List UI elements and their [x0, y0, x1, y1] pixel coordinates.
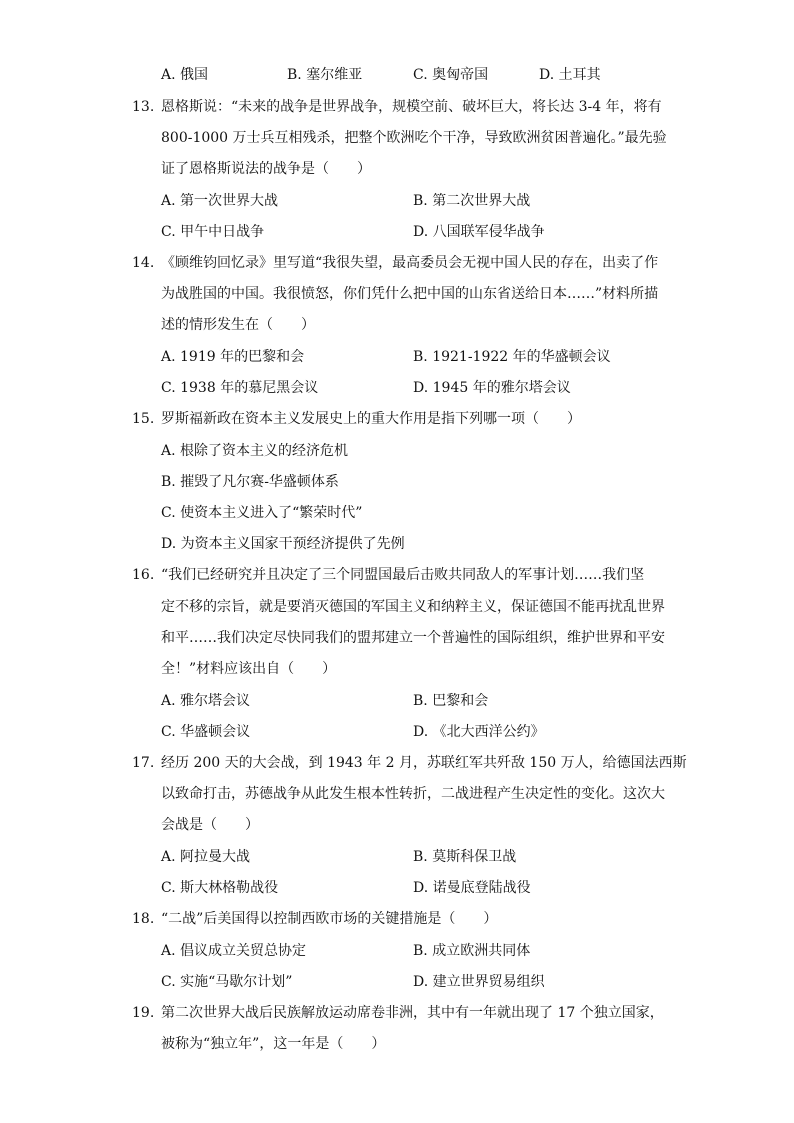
q12-option-b: B. 塞尔维亚: [287, 67, 363, 83]
q15-option-b: B. 摧毁了凡尔赛-华盛顿体系: [161, 474, 339, 490]
q12-option-c: C. 奥匈帝国: [413, 67, 489, 83]
q17-stem-line: 以致命打击，苏德战争从此发生根本性转折，二战进程产生决定性的变化。这次大: [161, 786, 665, 802]
q18-option-c: C. 实施“马歇尔计划”: [161, 974, 293, 990]
q16-option-d: D. 《北大西洋公约》: [413, 724, 545, 740]
q12-option-d: D. 土耳其: [539, 67, 601, 83]
q13-stem-line: 800-1000 万士兵互相残杀，把整个欧洲吃个干净，导致欧洲贫困普遍化。”最先验: [161, 130, 667, 146]
q15-stem-line: 罗斯福新政在资本主义发展史上的重大作用是指下列哪一项（ ）: [161, 411, 581, 427]
q14-option-d: D. 1945 年的雅尔塔会议: [413, 380, 571, 396]
q16-option-c: C. 华盛顿会议: [161, 724, 251, 740]
q16-option-b: B. 巴黎和会: [413, 693, 489, 709]
q14-option-c: C. 1938 年的慕尼黑会议: [161, 380, 319, 396]
q17-option-a: A. 阿拉曼大战: [161, 849, 251, 865]
q14-option-a: A. 1919 年的巴黎和会: [161, 349, 305, 365]
q13-stem-line: 证了恩格斯说法的战争是（ ）: [161, 161, 371, 177]
q12-option-a: A. 俄国: [161, 67, 209, 83]
q14-stem-line: 为战胜国的中国。我很愤怒，你们凭什么把中国的山东省送给日本……”材料所描: [161, 286, 659, 302]
q17-stem-line: 经历 200 天的大会战，到 1943 年 2 月，苏联红军共歼敌 150 万人，给德国法西斯: [161, 755, 687, 771]
q16-stem-line: 全！”材料应该出自（ ）: [161, 661, 337, 677]
q15-option-c: C. 使资本主义进入了“繁荣时代”: [161, 505, 363, 521]
q14-stem-line: 述的情形发生在（ ）: [161, 317, 315, 333]
question-number: 18.: [132, 911, 155, 927]
q18-option-d: D. 建立世界贸易组织: [413, 974, 545, 990]
q18-stem-line: “二战”后美国得以控制西欧市场的关键措施是（ ）: [161, 911, 498, 927]
question-number: 17.: [132, 755, 155, 771]
q15-option-d: D. 为资本主义国家干预经济提供了先例: [161, 536, 405, 552]
q13-option-b: B. 第二次世界大战: [413, 193, 531, 209]
q16-stem-line: 和平……我们决定尽快同我们的盟邦建立一个普遍性的国际组织，维护世界和平安: [161, 630, 665, 646]
question-number: 13.: [132, 99, 155, 115]
question-number: 15.: [132, 411, 155, 427]
question-number: 14.: [132, 255, 155, 271]
q18-option-b: B. 成立欧洲共同体: [413, 943, 531, 959]
q17-option-c: C. 斯大林格勒战役: [161, 880, 279, 896]
question-number: 16.: [132, 567, 155, 583]
q17-option-b: B. 莫斯科保卫战: [413, 849, 517, 865]
q13-stem-line: 恩格斯说：“未来的战争是世界战争，规模空前、破坏巨大，将长达 3-4 年，将有: [161, 99, 662, 115]
q17-stem-line: 会战是（ ）: [161, 817, 259, 833]
q14-stem-line: 《顾维钧回忆录》里写道“我很失望，最高委员会无视中国人民的存在，出卖了作: [161, 255, 659, 271]
q13-option-d: D. 八国联军侵华战争: [413, 224, 545, 240]
q13-option-c: C. 甲午中日战争: [161, 224, 265, 240]
q16-stem-line: “我们已经研究并且决定了三个同盟国最后击败共同敌人的军事计划……我们坚: [161, 567, 645, 583]
q19-stem-line: 第二次世界大战后民族解放运动席卷非洲，其中有一年就出现了 17 个独立国家，: [161, 1005, 664, 1021]
q16-stem-line: 定不移的宗旨，就是要消灭德国的军国主义和纳粹主义，保证德国不能再扰乱世界: [161, 599, 665, 615]
q13-option-a: A. 第一次世界大战: [161, 193, 279, 209]
q18-option-a: A. 倡议成立关贸总协定: [161, 943, 307, 959]
question-number: 19.: [132, 1005, 155, 1021]
q14-option-b: B. 1921-1922 年的华盛顿会议: [413, 349, 611, 365]
q16-option-a: A. 雅尔塔会议: [161, 693, 251, 709]
q15-option-a: A. 根除了资本主义的经济危机: [161, 443, 349, 459]
q17-option-d: D. 诺曼底登陆战役: [413, 880, 531, 896]
q19-stem-line: 被称为“独立年”，这一年是（ ）: [161, 1036, 386, 1052]
